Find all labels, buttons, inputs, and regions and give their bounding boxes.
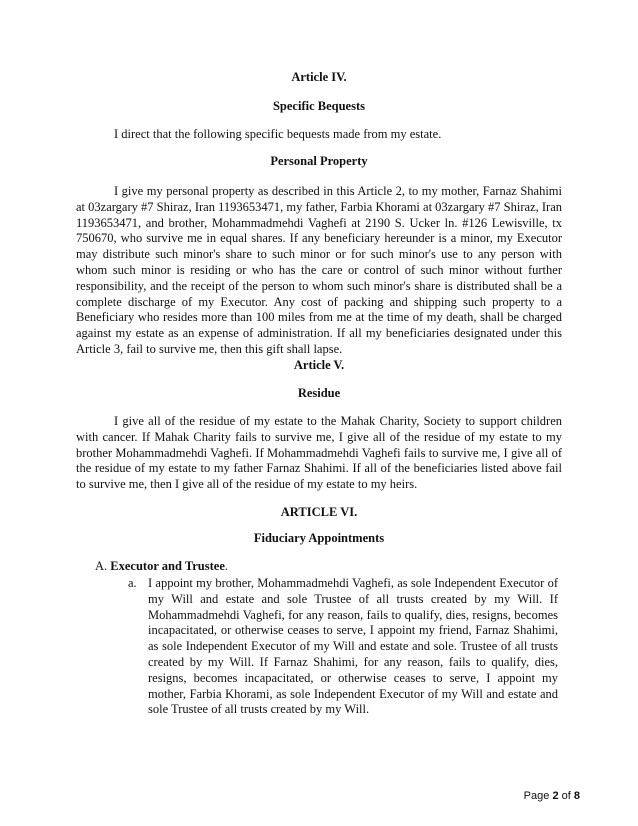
section-a-marker: A. — [95, 559, 108, 573]
list-item — [128, 576, 558, 718]
page-number: 2 — [552, 790, 559, 802]
article-iv-intro: I direct that the following specific bequests made from my estate. — [114, 127, 442, 141]
total-pages: 8 — [573, 790, 580, 802]
section-a-period: . — [224, 559, 228, 573]
personal-property-paragraph: I give my personal property as described in this Article 2, to my mother, Farnaz Shahimi at 03zargary #7 Shiraz, Iran 1193653471, my father, Farbia Khorami at 03zargary #7 Shiraz, Iran 1193653471, and brother, Mohammadmehdi Vaghefi at 2190 S. Ucker ln. #126 Lewisville, tx 750670, who survive me in equal shares. If any beneficiary hereunder is a minor, my Executor may distribute such minor's share to such minor or for such minor's use to any person with whom such minor is residing or who has the care or control of such minor without further responsibility, and the receipt of the person to whom such minor's share is distributed shall be a complete discharge of my Executor. Any cost of packing and shipping such property to a Beneficiary who resides more than 100 miles from me at the time of my death, shall be charged against my estate as an expense of administration. If all my beneficiaries designated under this Article 3, fail to survive me, then this gift shall lapse. — [76, 184, 562, 356]
article-vi-subtitle: Fiduciary Appointments — [253, 531, 385, 545]
page-footer — [524, 790, 580, 802]
article-v-subtitle: Residue — [297, 386, 341, 400]
personal-property-heading: Personal Property — [270, 154, 368, 168]
article-iv-title: Article IV. — [291, 70, 347, 84]
item-a-text: I appoint my brother, Mohammadmehdi Vaghefi, as sole Independent Executor of my Will and estate and sole Trustee of all trusts created by my Will. If Mohammadmehdi Vaghefi, for any reason, fails to qualify, dies, resigns, becomes incapacitated, or otherwise ceases to serve, I appoint my friend, Farnaz Shahimi, as sole Independent Executor of my Will and estate and sole. Trustee of all trusts created by my Will. If Farnaz Shahimi, for any reason, fails to qualify, dies, resigns, becomes incapacitated, or otherwise ceases to serve, I appoint my mother, Farbia Khorami, as sole Independent Executor of my Will and estate and sole Trustee of all trusts created by my Will. — [148, 576, 558, 717]
of-word: of — [561, 790, 571, 802]
page-word: Page — [523, 790, 550, 802]
residue-paragraph: I give all of the residue of my estate to the Mahak Charity, Society to support children with cancer. If Mahak Charity fails to survive me, I give all of the residue of my estate to my brother Mohammadmehdi Vaghefi. If Mohammadmehdi Vaghefi fails to survive me, I give all of the residue of my estate to my father Farnaz Shahimi. If all of the beneficiaries listed above fail to survive me, then I give all of the residue of my estate to my heirs. — [76, 414, 562, 492]
article-vi-title: ARTICLE VI. — [280, 505, 358, 519]
article-v-title: Article V. — [293, 358, 345, 372]
section-a-heading — [95, 559, 228, 574]
item-a-marker: a. — [128, 576, 137, 590]
section-a-label: Executor and Trustee — [110, 559, 225, 573]
article-iv-subtitle: Specific Bequests — [272, 99, 365, 113]
